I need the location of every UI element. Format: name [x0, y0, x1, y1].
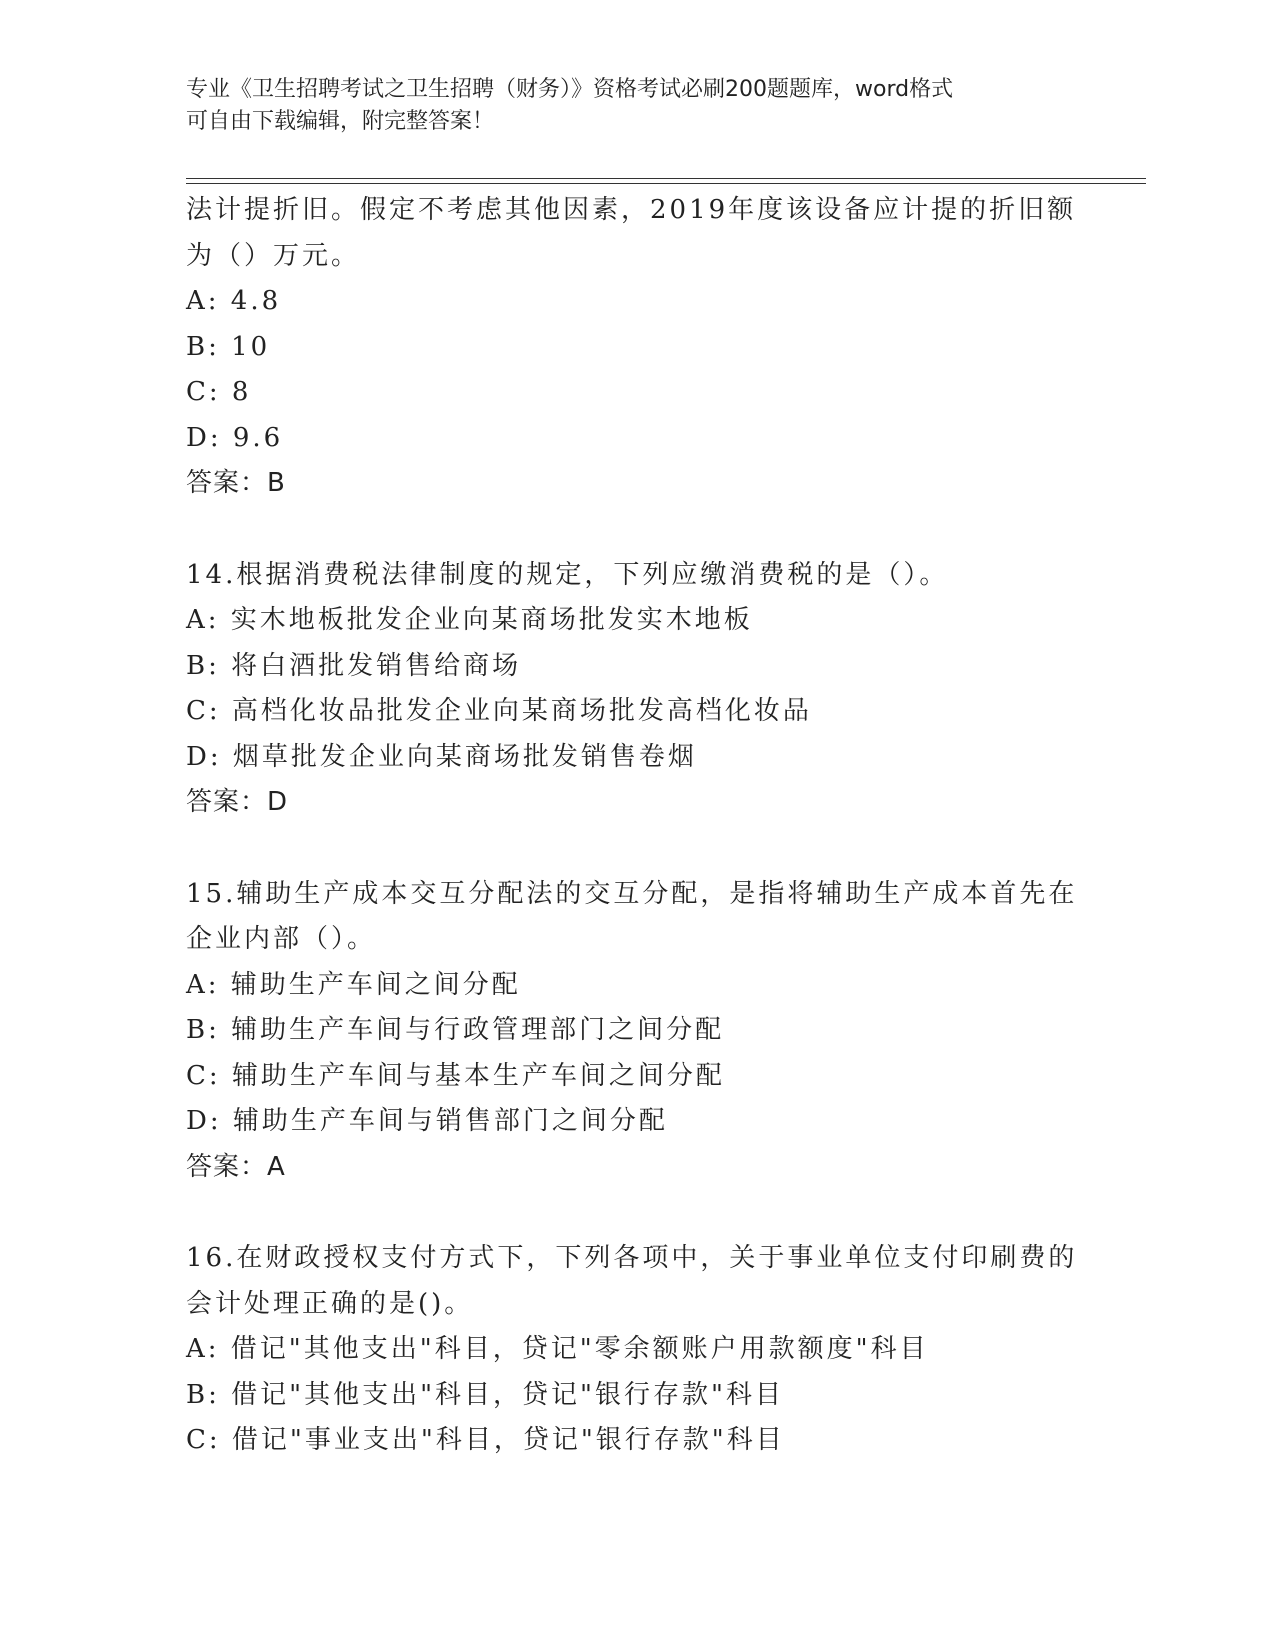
question-text: 16.在财政授权支付方式下，下列各项中，关于事业单位支付印刷费的 — [186, 1243, 1078, 1273]
question-text: 14.根据消费税法律制度的规定，下列应缴消费税的是（）。 — [186, 559, 949, 590]
option-a: A: 实木地板批发企业向某商场批发实木地板 — [186, 605, 753, 635]
option-b: B: 将白酒批发销售给商场 — [186, 650, 522, 681]
header-divider-bottom — [186, 183, 1146, 184]
question-text: 为（）万元。 — [186, 240, 361, 271]
header-line-2: 可自由下载编辑，附完整答案！ — [186, 109, 495, 134]
option-a: A: 辅助生产车间之间分配 — [186, 969, 521, 1000]
question-13 — [186, 188, 1086, 507]
header-divider-top — [186, 178, 1146, 179]
option-b: B: 10 — [186, 331, 271, 362]
option-b: B: 借记"其他支出"科目，贷记"银行存款"科目 — [186, 1379, 784, 1410]
option-d: D: 辅助生产车间与销售部门之间分配 — [186, 1106, 668, 1136]
option-d: D: 烟草批发企业向某商场批发销售卷烟 — [186, 741, 697, 772]
option-c: C: 8 — [186, 377, 252, 407]
document-header — [186, 74, 1066, 138]
answer: 答案：B — [186, 468, 286, 498]
answer: 答案：D — [186, 787, 289, 817]
question-text: 法计提折旧。假定不考虑其他因素，2019年度该设备应计提的折旧额 — [186, 195, 1077, 225]
answer: 答案：A — [186, 1151, 286, 1182]
option-d: D: 9.6 — [186, 422, 284, 453]
option-c: C: 借记"事业支出"科目，贷记"银行存款"科目 — [186, 1425, 785, 1455]
question-15 — [186, 872, 1086, 1191]
question-text: 企业内部（）。 — [186, 924, 377, 954]
option-c: C: 高档化妆品批发企业向某商场批发高档化妆品 — [186, 696, 812, 726]
spacer — [186, 507, 1086, 553]
spacer — [186, 1190, 1086, 1236]
option-a: A: 4.8 — [186, 286, 282, 316]
question-text: 15.辅助生产成本交互分配法的交互分配，是指将辅助生产成本首先在 — [186, 878, 1078, 909]
question-text: 会计处理正确的是()。 — [186, 1288, 474, 1319]
option-b: B: 辅助生产车间与行政管理部门之间分配 — [186, 1015, 725, 1045]
question-14 — [186, 553, 1086, 826]
header-line-1: 专业《卫生招聘考试之卫生招聘（财务）》资格考试必刷200题题库，word格式 — [186, 77, 954, 102]
spacer — [186, 826, 1086, 872]
option-a: A: 借记"其他支出"科目，贷记"零余额账户用款额度"科目 — [186, 1334, 929, 1364]
option-c: C: 辅助生产车间与基本生产车间之间分配 — [186, 1060, 725, 1091]
question-16 — [186, 1236, 1086, 1464]
question-list — [186, 188, 1086, 1464]
